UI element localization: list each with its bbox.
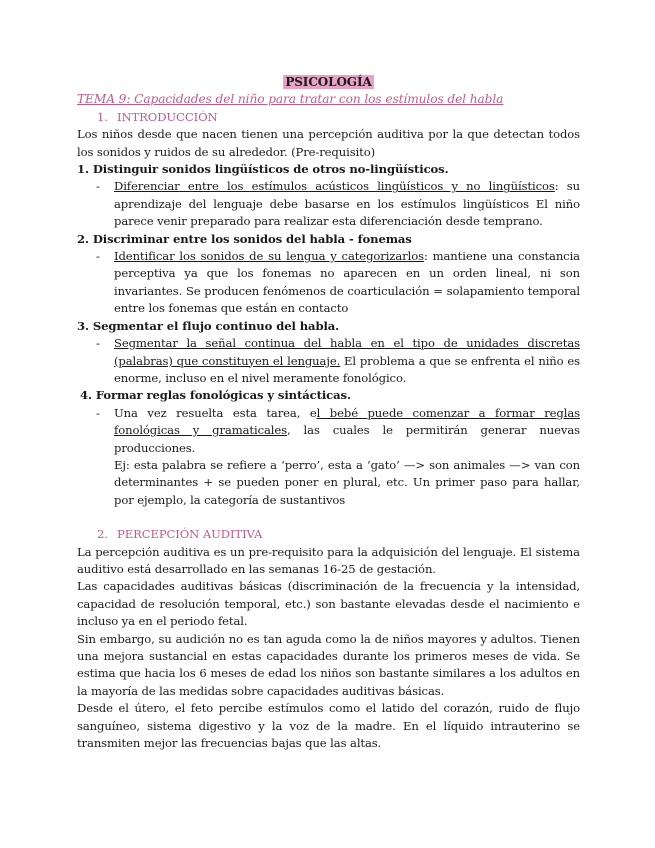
item-1-bullet xyxy=(77,178,580,230)
item-2-bullet xyxy=(77,248,580,318)
document-title: PSICOLOGÍA xyxy=(285,75,372,89)
item-4-pre: Una vez resuelta esta tarea, e xyxy=(114,405,317,420)
section-spacer xyxy=(77,509,580,526)
dash-bullet: - xyxy=(96,249,100,264)
section-2-paragraph: Las capacidades auditivas básicas (discriminación de la frecuencia y la intensidad, capacidad de resolución temporal, etc.) son bastante elevadas desde el nacimiento e incluso ya en el periodo fetal. xyxy=(77,579,580,629)
item-1-underlined: Diferenciar entre los estímulos acústicos lingüísticos y no lingüísticos xyxy=(114,179,555,194)
item-3-title: 3. Segmentar el flujo continuo del habla. xyxy=(77,318,340,333)
topic-heading: TEMA 9: Capacidades del niño para tratar con los estímulos del habla xyxy=(77,92,504,107)
item-1-title: 1. Distinguir sonidos lingüísticos de otros no-lingüísticos. xyxy=(77,162,449,177)
item-4-text: , las cuales le permitirán generar nuevas producciones. xyxy=(114,423,580,455)
section-2-heading xyxy=(77,526,580,543)
section-2-title: PERCEPCIÓN AUDITIVA xyxy=(117,527,263,542)
item-2-text: : mantiene una constancia perceptiva ya que los fonemas no aparecen en un orden lineal, ni son invariantes. Se producen fenómenos de coarticulación = solapamiento temporal entre los fonemas que están en contacto xyxy=(114,249,580,316)
section-1-heading xyxy=(77,109,580,126)
section-2-number: 2. xyxy=(97,527,108,542)
item-3-underlined: Segmentar la señal continua del habla en el tipo de unidades discretas (palabras) que constituyen el lenguaje. xyxy=(114,336,580,368)
item-3-bullet xyxy=(77,335,580,387)
item-4-underlined: l bebé puede comenzar a formar reglas fonológicas y gramaticales xyxy=(114,405,580,438)
section-1-intro: Los niños desde que nacen tienen una percepción auditiva por la que detectan todos los sonidos y ruidos de su alrededor. (Pre-requisito) xyxy=(77,127,580,159)
item-2-title: 2. Discriminar entre los sonidos del habla - fonemas xyxy=(77,231,412,246)
title-row xyxy=(77,74,580,91)
section-1-number: 1. xyxy=(97,109,108,124)
dash-bullet: - xyxy=(96,179,100,194)
item-3-text: El problema a que se enfrenta el niño es enorme, incluso en el nivel meramente fonológico. xyxy=(114,353,580,385)
item-4-bullet xyxy=(77,405,580,457)
item-2-underlined: Identificar los sonidos de su lengua y categorizarlos xyxy=(114,249,424,264)
section-1-title: INTRODUCCIÓN xyxy=(117,109,218,124)
section-2-paragraph: Desde el útero, el feto percibe estímulos como el latido del corazón, ruido de flujo sanguíneo, sistema digestivo y la voz de la madre. En el líquido intrauterino se transmiten mejor las frecuencias bajas que las altas. xyxy=(77,701,580,751)
item-4-title: 4. Formar reglas fonológicas y sintácticas. xyxy=(80,388,351,403)
item-1-text: : su aprendizaje del lenguaje debe basarse en los estímulos lingüísticos El niño parece venir preparado para realizar esta diferenciación desde temprano. xyxy=(114,179,581,229)
dash-bullet: - xyxy=(96,336,100,351)
section-2-paragraph: La percepción auditiva es un pre-requisito para la adquisición del lenguaje. El sistema auditivo está desarrollado en las semanas 16-25 de gestación. xyxy=(77,544,580,576)
item-4-example: Ej: esta palabra se refiere a ‘perro’, esta a ‘gato’ —> son animales —> van con determinantes + se pueden poner en plural, etc. Un primer paso para hallar, por ejemplo, la categoría de sustantivos xyxy=(114,457,580,507)
dash-bullet: - xyxy=(96,405,100,420)
section-2-paragraph: Sin embargo, su audición no es tan aguda como la de niños mayores y adultos. Tienen una mejora sustancial en estas capacidades durante los primeros meses de vida. Se estima que hacia los 6 meses de edad los niños son bastante similares a los adultos en la mayoría de las medidas sobre capacidades auditivas básicas. xyxy=(77,631,580,698)
